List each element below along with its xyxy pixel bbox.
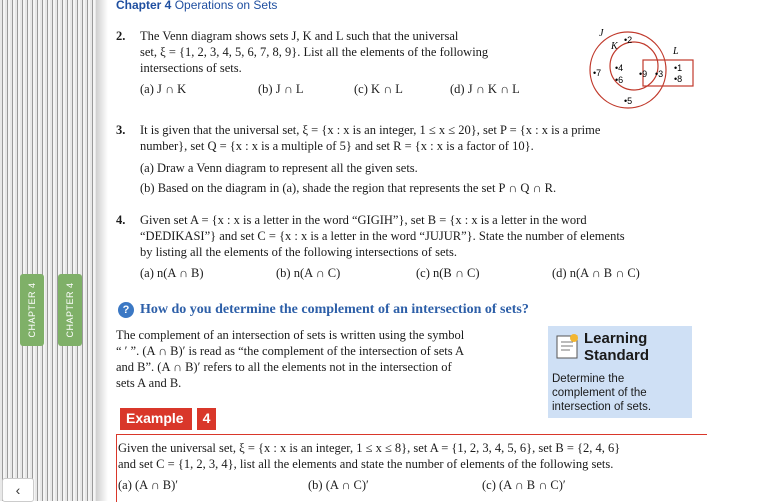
- chapter-title: Operations on Sets: [174, 0, 278, 12]
- q4-option-c: (c) n(B ∩ C): [416, 266, 480, 280]
- q4-line-3: by listing all the elements of the following intersections of sets.: [140, 245, 457, 259]
- example-label: Example: [120, 408, 192, 430]
- q4-line-1: Given set A = {x : x is a letter in the word “GIGIH”}, set B = {x : x is a letter in the word: [140, 213, 587, 227]
- q2-line-3: intersections of sets.: [140, 61, 242, 75]
- venn-element-2: •2: [624, 35, 633, 45]
- venn-element-7: •7: [593, 68, 602, 78]
- page-content: [116, 0, 768, 501]
- page-binding: [0, 0, 96, 501]
- q3-number: 3.: [116, 123, 126, 137]
- venn-diagram: [586, 24, 700, 114]
- learning-standard-box: [548, 326, 692, 418]
- example-option-b: (b) (A ∩ C)′: [308, 478, 369, 492]
- chapter-tab-1[interactable]: [20, 274, 44, 346]
- body-line-2: “ ′ ”. (A ∩ B)′ is read as “the complement of the intersection of sets A: [116, 344, 465, 358]
- learning-standard-desc-2: complement of the: [552, 387, 647, 399]
- example-line-2: and set C = {1, 2, 3, 4}, list all the elements and state the number of elements of the following sets.: [118, 457, 614, 471]
- learning-standard-title: [584, 330, 649, 364]
- q3-line-2: number}, set Q = {x : x is a multiple of 5} and set R = {x : x is a factor of 10}.: [140, 139, 534, 153]
- q2-option-d: (d) J ∩ K ∩ L: [450, 82, 520, 96]
- example-line-1: Given the universal set, ξ = {x : x is an integer, 1 ≤ x ≤ 8}, set A = {1, 2, 3, 4, 5, 6}, set B = {2, 4, 6}: [118, 441, 621, 455]
- learning-standard-description: [552, 372, 651, 414]
- example-tag: [120, 408, 216, 430]
- venn-element-9: •9: [639, 69, 648, 79]
- learning-standard-desc-1: Determine the: [552, 373, 625, 385]
- venn-element-1: •1: [674, 63, 683, 73]
- chapter-tab-2-label: CHAPTER 4: [65, 282, 75, 338]
- chevron-left-icon: ‹: [15, 482, 21, 498]
- venn-label-K: K: [611, 41, 618, 52]
- q4-option-d: (d) n(A ∩ B ∩ C): [552, 266, 640, 280]
- q2-option-c: (c) K ∩ L: [354, 82, 403, 96]
- venn-element-6: •6: [615, 75, 624, 85]
- body-line-3: and B”. (A ∩ B)′ refers to all the elements not in the intersection of: [116, 360, 452, 374]
- binding-shadow: [96, 0, 108, 501]
- chapter-number: Chapter 4: [116, 0, 172, 12]
- learning-standard-desc-3: intersection of sets.: [552, 401, 652, 413]
- venn-label-L: L: [673, 46, 679, 57]
- body-line-1: The complement of an intersection of sets is written using the symbol: [116, 328, 465, 342]
- q4-number: 4.: [116, 213, 126, 227]
- example-option-c: (c) (A ∩ B ∩ C)′: [482, 478, 566, 492]
- q4-option-b: (b) n(A ∩ C): [276, 266, 341, 280]
- q3-part-a: (a) Draw a Venn diagram to represent all the given sets.: [140, 161, 418, 175]
- q4-option-a: (a) n(A ∩ B): [140, 266, 204, 280]
- q2-line-2: set, ξ = {1, 2, 3, 4, 5, 6, 7, 8, 9}. List all the elements of the following: [140, 45, 489, 59]
- q2-option-b: (b) J ∩ L: [258, 82, 304, 96]
- learning-standard-title-1: Learning: [584, 330, 648, 347]
- venn-element-8: •8: [674, 74, 683, 84]
- venn-element-5: •5: [624, 96, 633, 106]
- q4-line-2: “DEDIKASI”} and set C = {x : x is a letter in the word “JUJUR”}. State the number of elements: [140, 229, 625, 243]
- section-title: How do you determine the complement of an intersection of sets?: [140, 302, 529, 317]
- back-button[interactable]: [2, 478, 34, 502]
- chapter-tab-2[interactable]: [58, 274, 82, 346]
- q2-option-a: (a) J ∩ K: [140, 82, 187, 96]
- learning-standard-title-2: Standard: [584, 347, 650, 364]
- body-line-4: sets A and B.: [116, 376, 182, 390]
- q2-number: 2.: [116, 29, 126, 43]
- chapter-tab-1-label: CHAPTER 4: [27, 282, 37, 338]
- example-option-a: (a) (A ∩ B)′: [118, 478, 179, 492]
- learning-standard-icon: [554, 332, 580, 360]
- chapter-header: [116, 0, 277, 12]
- venn-element-3: •3: [655, 69, 664, 79]
- q3-part-b: (b) Based on the diagram in (a), shade the region that represents the set P ∩ Q ∩ R.: [140, 181, 557, 195]
- question-icon: ?: [118, 302, 134, 318]
- venn-set-L: [643, 60, 693, 86]
- venn-label-J: J: [599, 28, 604, 39]
- venn-element-4: •4: [615, 63, 624, 73]
- q2-line-1: The Venn diagram shows sets J, K and L such that the universal: [140, 29, 459, 43]
- example-number: 4: [195, 408, 217, 430]
- q3-line-1: It is given that the universal set, ξ = {x : x is an integer, 1 ≤ x ≤ 20}, set P = {x : x is a prime: [140, 123, 601, 137]
